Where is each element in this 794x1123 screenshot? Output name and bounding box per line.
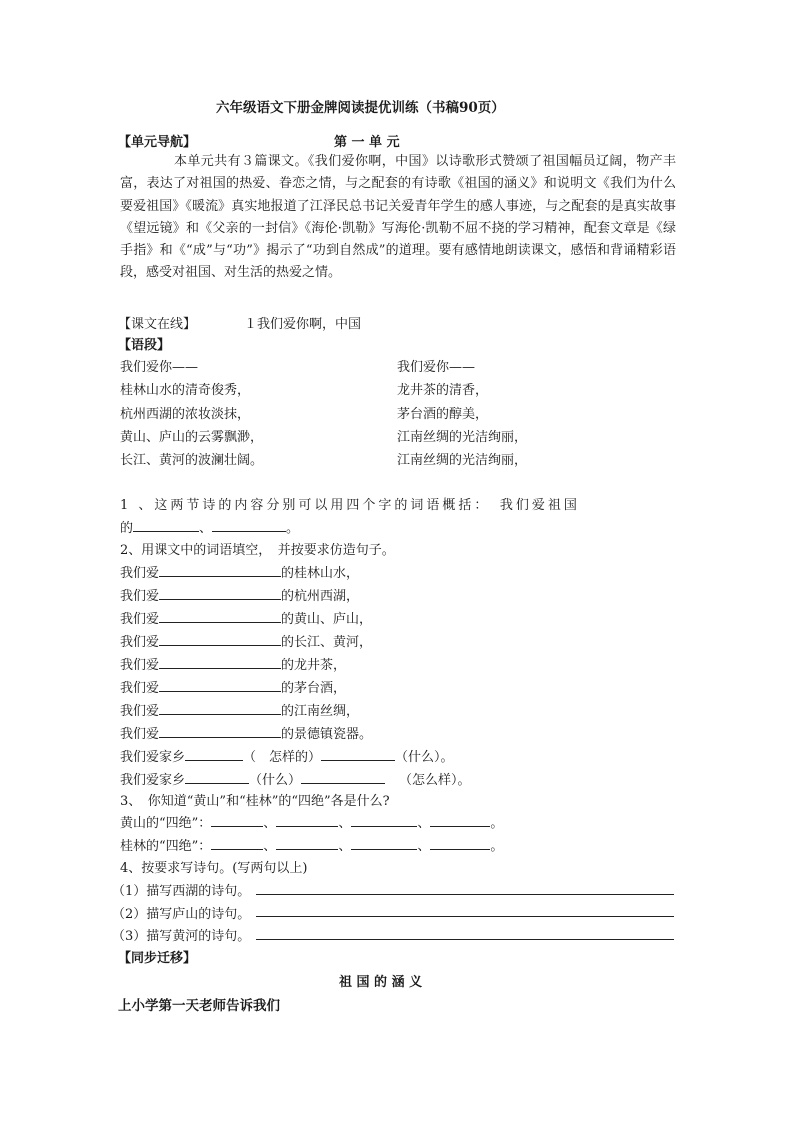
q4-item-number: （2）	[112, 907, 147, 922]
q4-item-text: 描写庐山的诗句。	[146, 907, 251, 922]
q2-suffix: 的桂林山水，	[281, 566, 360, 581]
q2-prefix: 我们爱	[120, 589, 160, 604]
q2-suffix: 的杭州西湖，	[281, 589, 360, 604]
q3-answer-blank[interactable]	[276, 836, 338, 850]
poem-line: 长江、黄河的波澜壮阔。	[120, 453, 264, 469]
q2-suffix: 的黄山、庐山，	[281, 612, 373, 627]
q1-answer-blank-2[interactable]	[212, 518, 286, 532]
unit-intro-paragraph	[120, 151, 676, 285]
q2-prefix: 我们爱	[120, 635, 160, 650]
q1-sep: 、	[199, 521, 213, 536]
q2-home-mid: （ 怎样的）	[243, 750, 322, 765]
q1-end: 。	[286, 521, 300, 536]
unit-nav-label: 【单元导航】	[118, 135, 197, 150]
q2-home-mid: （什么）	[249, 773, 302, 788]
poem-line: 杭州西湖的浓妆淡抹，	[120, 406, 251, 422]
q2-suffix: 的江南丝绸，	[281, 704, 360, 719]
poem2-first-line: 上小学第一天老师告诉我们	[118, 998, 280, 1014]
question-2-items	[120, 562, 471, 792]
q2-suffix: 的龙井茶，	[281, 658, 347, 673]
q2-prefix: 我们爱	[120, 612, 160, 627]
q2-answer-blank[interactable]	[159, 563, 281, 577]
q2-prefix: 我们爱	[120, 658, 160, 673]
q4-item-number: （1）	[112, 884, 147, 899]
q2-suffix: 的茅台酒，	[281, 681, 347, 696]
passage-label: 【语段】	[118, 338, 171, 353]
q2-item	[120, 631, 471, 654]
q2-home-end: （怎么样）。	[399, 773, 471, 788]
poem-right-column	[397, 356, 527, 472]
question-3-title: 3、 你知道“黄山”和“桂林”的“四绝”各是什么?	[120, 794, 390, 809]
q2-item	[120, 677, 471, 700]
q4-answer-line-3[interactable]	[256, 938, 674, 940]
q2-home-item-2	[120, 769, 471, 792]
q3-answer-blank[interactable]	[276, 813, 338, 827]
q2-answer-blank[interactable]	[185, 770, 249, 784]
q2-answer-blank[interactable]	[159, 632, 281, 646]
q3-guilin-label: 桂林的“四绝”：	[120, 839, 212, 854]
q2-prefix: 我们爱	[120, 566, 160, 581]
question-1-line1: 1 、这两节诗的内容分别可以用四个字的词语概括： 我们爱祖国	[120, 498, 580, 513]
q3-answer-blank[interactable]	[351, 813, 417, 827]
online-label: 【课文在线】	[118, 317, 197, 332]
lesson-title: １我们爱你啊，中国	[244, 317, 362, 332]
q2-item	[120, 585, 471, 608]
poem-line: 黄山、庐山的云雾飘渺，	[120, 429, 264, 445]
transfer-label: 【同步迁移】	[118, 951, 197, 966]
q2-home-item-1	[120, 746, 471, 769]
q3-answer-blank[interactable]	[430, 813, 490, 827]
q2-home-prefix: 我们爱家乡	[120, 750, 186, 765]
q3-answer-blank[interactable]	[430, 836, 490, 850]
q2-item	[120, 562, 471, 585]
q3-huangshan-label: 黄山的“四绝”：	[120, 816, 212, 831]
q2-answer-blank[interactable]	[159, 701, 281, 715]
q3-answer-blank[interactable]	[351, 836, 417, 850]
document-title: 六年级语文下册金牌阅读提优训练（书稿90页）	[216, 100, 505, 116]
q1-prefix: 的	[120, 521, 134, 536]
q3-huangshan-line: 黄山的“四绝”： 、 、 、 。	[120, 812, 503, 831]
poem-line: 江南丝绸的光洁绚丽，	[397, 453, 528, 469]
unit-intro-text: 本单元共有３篇课文。《我们爱你啊，中国》以诗歌形式赞颂了祖国幅员辽阔，物产丰富，表达了对祖国的热爱、眷恋之情，与之配套的有诗歌《祖国的涵义》和说明文《我们为什么要爱祖国》《暖流》真实地报道了江泽民总书记关爱青年学生的感人事迹，与之配套的是真实故事《望远镜》和《父亲的一封信》《海伦·凯勒》写海伦·凯勒不屈不挠的学习精神，配套文章是《绿手指》和《“成”与“功”》揭示了“功到自然成”的道理。要有感情地朗读课文，感悟和背诵精彩语段，感受对祖国、对生活的热爱之情。	[120, 154, 676, 281]
poem-line: 龙井茶的清香，	[397, 383, 489, 399]
poem-line: 我们爱你——	[120, 360, 199, 375]
poem-left-column	[120, 356, 263, 472]
q2-answer-blank[interactable]	[159, 724, 281, 738]
q2-prefix: 我们爱	[120, 727, 160, 742]
poem-line: 江南丝绸的光洁绚丽，	[397, 429, 528, 445]
q4-item-text: 描写黄河的诗句。	[146, 929, 251, 944]
question-4-title: 4、按要求写诗句。(写两句以上)	[120, 861, 308, 876]
q2-item	[120, 608, 471, 631]
q3-answer-blank[interactable]	[211, 836, 263, 850]
q2-answer-blank[interactable]	[321, 747, 395, 761]
q4-item-3	[112, 925, 250, 944]
q2-answer-blank[interactable]	[159, 609, 281, 623]
q2-answer-blank[interactable]	[159, 586, 281, 600]
q2-answer-blank[interactable]	[159, 678, 281, 692]
q2-item	[120, 723, 471, 746]
q2-prefix: 我们爱	[120, 681, 160, 696]
q2-prefix: 我们爱	[120, 704, 160, 719]
q2-answer-blank[interactable]	[185, 747, 243, 761]
q2-item	[120, 654, 471, 677]
question-2-title: 2、用课文中的词语填空， 并按要求仿造句子。	[120, 543, 395, 558]
q1-answer-blank-1[interactable]	[133, 518, 199, 532]
q4-item-number: （3）	[112, 929, 147, 944]
q4-answer-line-2[interactable]	[256, 915, 674, 917]
q2-home-end: （什么）。	[395, 750, 454, 765]
poem-line: 桂林山水的清奇俊秀，	[120, 383, 251, 399]
question-1-line2	[120, 517, 299, 536]
poem-line: 我们爱你——	[397, 360, 476, 375]
q2-answer-blank[interactable]	[159, 655, 281, 669]
q2-suffix: 的景德镇瓷器。	[281, 727, 373, 742]
q2-item	[120, 700, 471, 723]
q2-home-prefix: 我们爱家乡	[120, 773, 186, 788]
poem-line: 茅台酒的醇美，	[397, 406, 489, 422]
q4-answer-line-1[interactable]	[256, 893, 674, 895]
q2-answer-blank[interactable]	[301, 770, 385, 784]
q2-suffix: 的长江、黄河，	[281, 635, 373, 650]
poem2-title: 祖 国 的 涵 义	[339, 975, 423, 990]
q4-item-1	[112, 880, 250, 899]
q3-guilin-line: 桂林的“四绝”： 、 、 、 。	[120, 835, 503, 854]
q4-item-2	[112, 903, 250, 922]
q4-item-text: 描写西湖的诗句。	[146, 884, 251, 899]
unit-title: 第 一 单 元	[334, 135, 400, 150]
q3-answer-blank[interactable]	[211, 813, 263, 827]
